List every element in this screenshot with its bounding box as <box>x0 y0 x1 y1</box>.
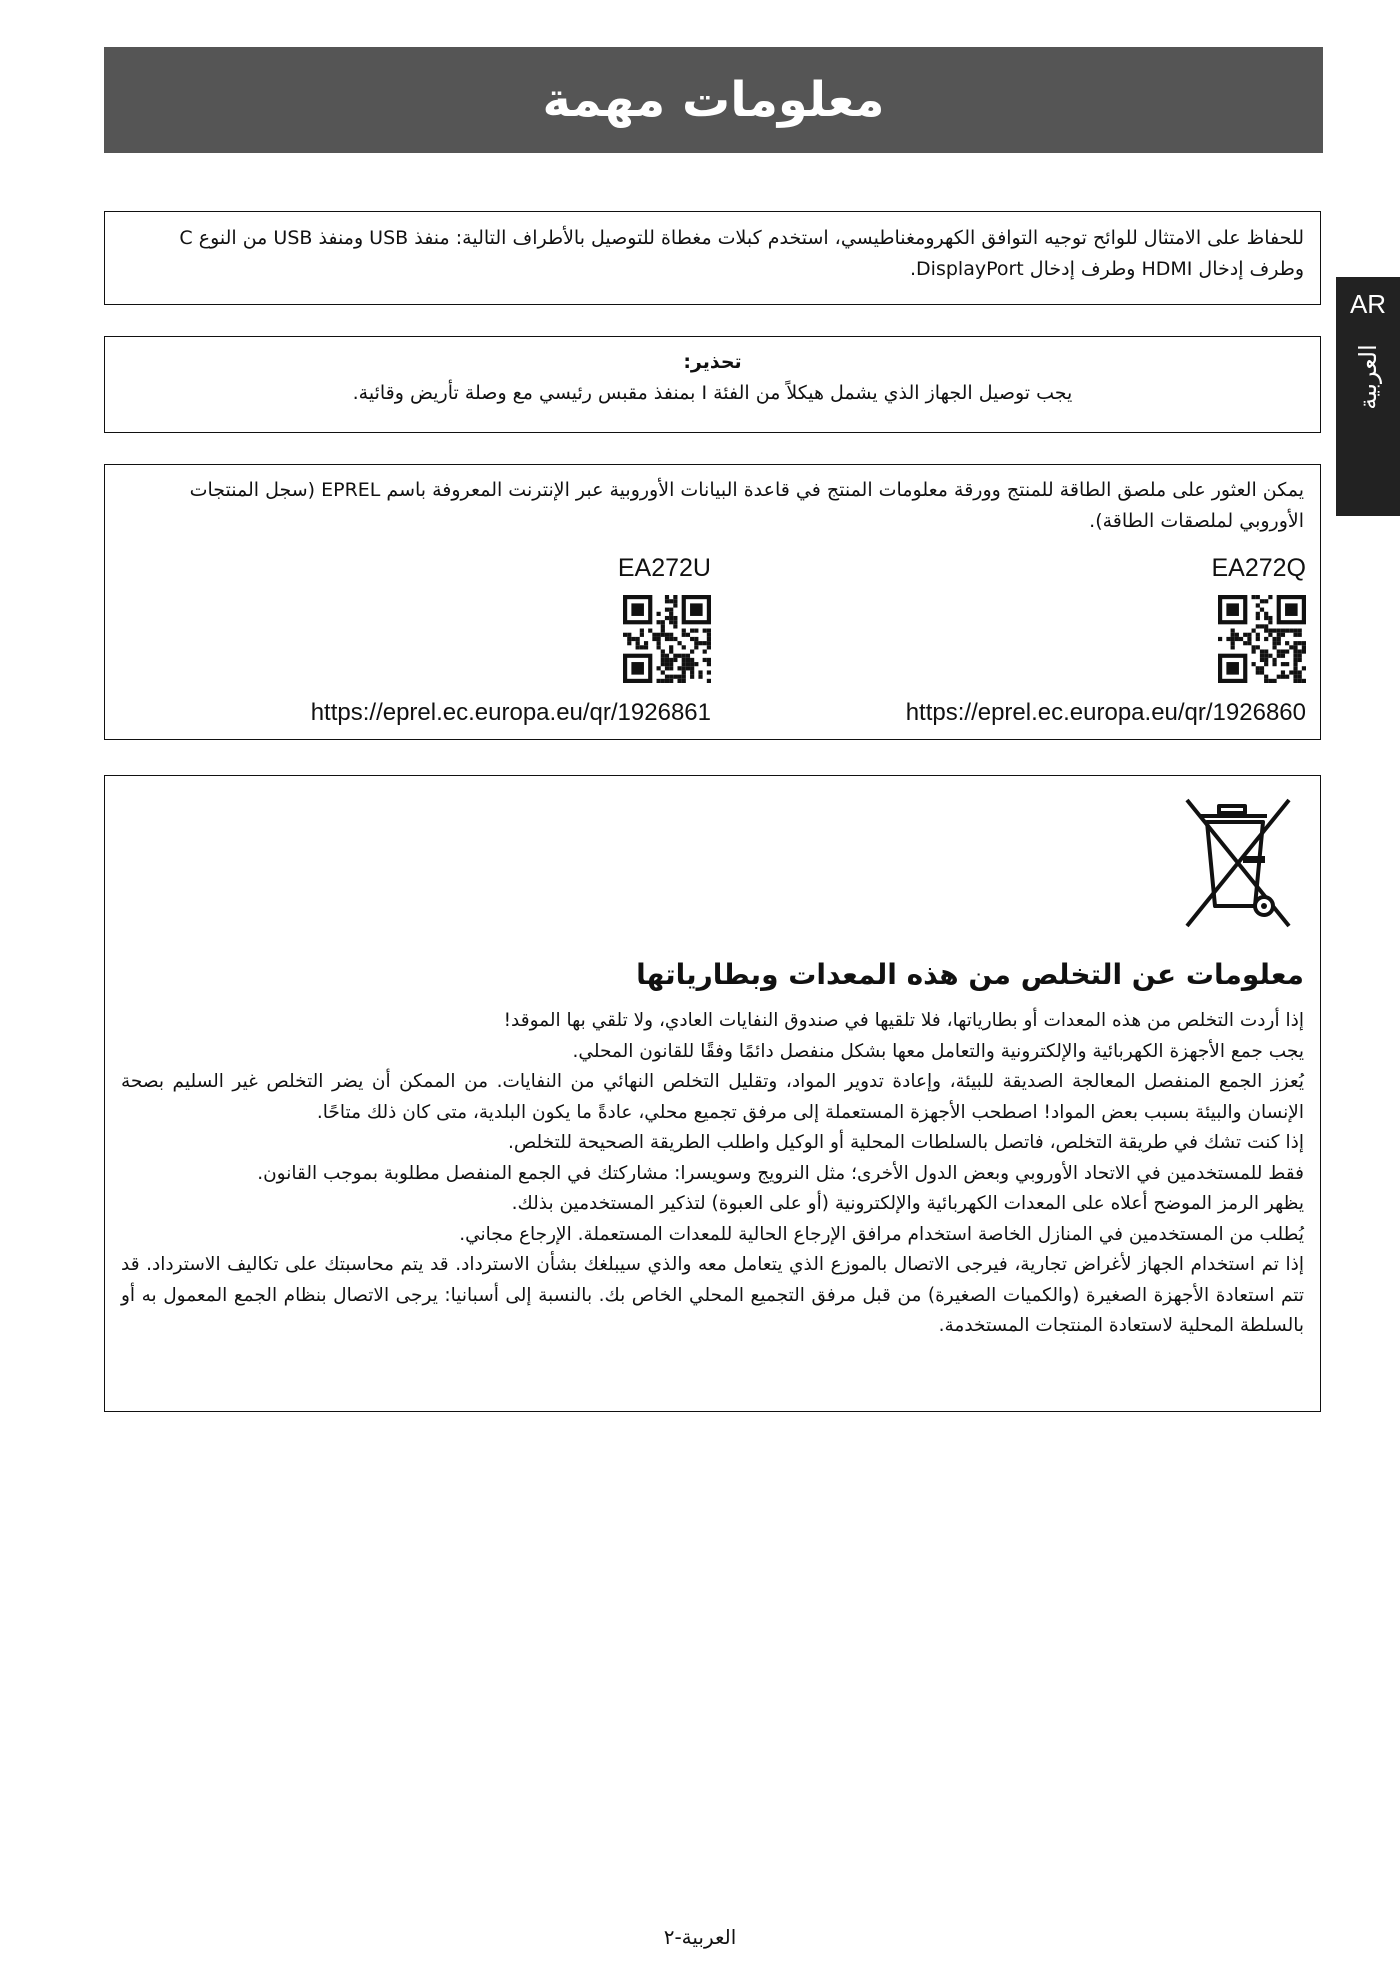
language-name: العربية <box>1354 344 1382 410</box>
disposal-paragraph: يظهر الرمز الموضح أعلاه على المعدات الكهربائية والإلكترونية (أو على العبوة) لتذكير المستخدمين بذلك. <box>511 1193 1304 1214</box>
disposal-paragraph: يجب جمع الأجهزة الكهربائية والإلكترونية والتعامل معها بشكل منفصل دائمًا وفقًا للقانون المحلي. <box>572 1040 1304 1062</box>
disposal-body <box>121 1006 1304 1342</box>
eprel-text: يمكن العثور على ملصق الطاقة للمنتج وورقة معلومات المنتج في قاعدة البيانات الأوروبية عبر الإنترنت المعروفة باسم EPREL (سجل المنتجات الأوروبي لملصقات الطاقة). <box>189 479 1304 532</box>
language-code: AR <box>1349 289 1387 319</box>
eprel-url-ea272u[interactable]: https://eprel.ec.europa.eu/qr/1926861 <box>310 699 711 726</box>
crossed-out-wheelie-bin-icon <box>1167 794 1307 932</box>
disposal-paragraph: إذا كنت تشك في طريقة التخلص، فاتصل بالسلطات المحلية أو الوكيل واطلب الطريقة الصحيحة للتخلص. <box>508 1132 1304 1153</box>
model-name-ea272u: EA272U <box>617 554 711 582</box>
disposal-paragraph: إذا تم استخدام الجهاز لأغراض تجارية، فيرجى الاتصال بالموزع الذي يتعامل معه والذي سيبلغك بشأن الاسترداد. قد يتم محاسبتك على تكاليف الاسترداد. قد تتم استعادة الأجهزة الصغيرة (والكميات الصغيرة) من قبل مرفق التجميع المحلي الخاص بك. بالنسبة إلى أسبانيا: يرجى الاتصال بنظام الجمع المعمول به أو بالسلطة المحلية لاستعادة المنتجات المستخدمة. <box>121 1254 1304 1336</box>
disposal-info-box <box>104 775 1321 1412</box>
disposal-paragraph: فقط للمستخدمين في الاتحاد الأوروبي وبعض الدول الأخرى؛ مثل النرويج وسويسرا: مشاركتك في الجمع المنفصل مطلوبة بموجب القانون. <box>257 1162 1304 1184</box>
page-title: معلومات مهمة <box>542 72 885 128</box>
page-header-bar <box>104 47 1323 153</box>
warning-box <box>104 336 1321 433</box>
disposal-paragraph: يُطلب من المستخدمين في المنازل الخاصة استخدام مرافق الإرجاع الحالية للمعدات المستعملة. الإرجاع مجاني. <box>459 1223 1304 1245</box>
qr-code-icon <box>1218 595 1306 683</box>
qr-code-icon <box>623 595 711 683</box>
warning-title: تحذير: <box>683 351 742 373</box>
emc-notice-box <box>104 211 1321 305</box>
disposal-title: معلومات عن التخلص من هذه المعدات وبطارياتها <box>636 958 1304 991</box>
emc-notice-text: للحفاظ على الامتثال للوائح توجيه التوافق الكهرومغناطيسي، استخدم كبلات مغطاة للتوصيل بالأطراف التالية: منفذ USB ومنفذ USB من النوع C وطرف إدخال HDMI وطرف إدخال DisplayPort. <box>179 227 1304 280</box>
eprel-url-ea272q[interactable]: https://eprel.ec.europa.eu/qr/1926860 <box>905 699 1306 726</box>
model-name-ea272q: EA272Q <box>1211 554 1306 582</box>
warning-text: يجب توصيل الجهاز الذي يشمل هيكلاً من الفئة I بمنفذ مقبس رئيسي مع وصلة تأريض وقائية. <box>352 382 1073 404</box>
disposal-paragraph: يُعزز الجمع المنفصل المعالجة الصديقة للبيئة، وإعادة تدوير المواد، وتقليل التخلص النهائي من النفايات. من الممكن أن يضر التخلص غير السليم بصحة الإنسان والبيئة بسبب بعض المواد! اصطحب الأجهزة المستعملة إلى مرفق تجميع محلي، عادةً ما يكون البلدية، متى كان ذلك متاحًا. <box>121 1071 1304 1123</box>
language-tab <box>1336 277 1400 516</box>
disposal-paragraph: إذا أردت التخلص من هذه المعدات أو بطارياتها، فلا تلقيها في صندوق النفايات العادي، ولا تلقي بها الموقد! <box>503 1010 1304 1031</box>
page-number: العربية-٢ <box>663 1925 737 1949</box>
eprel-box <box>104 464 1321 740</box>
